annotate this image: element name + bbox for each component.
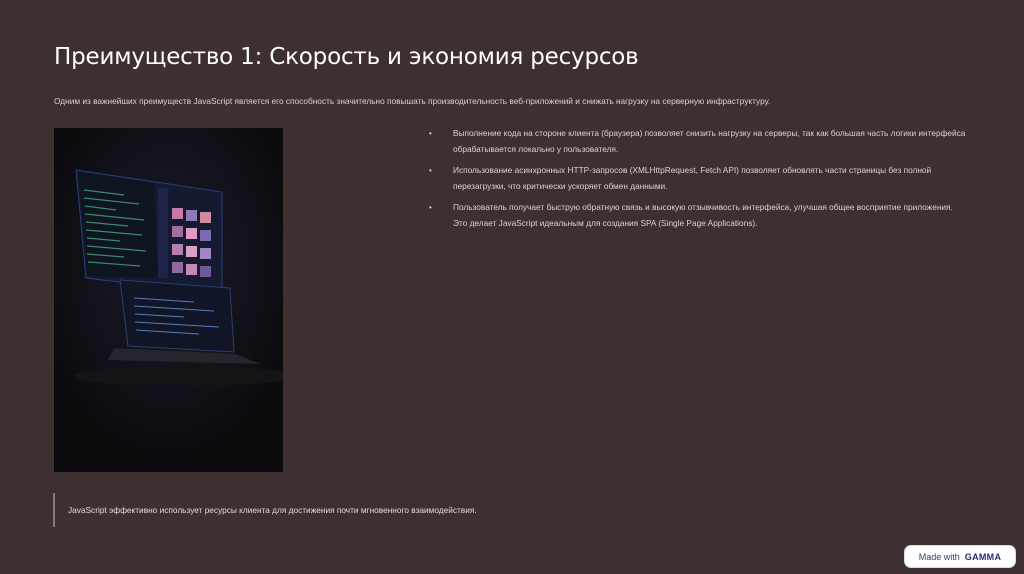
laptop-illustration xyxy=(54,128,283,472)
benefits-list xyxy=(428,126,968,237)
callout-quote xyxy=(53,493,477,527)
gamma-logo: GAMMA xyxy=(964,551,1002,562)
bullet-text: Выполнение кода на стороне клиента (браузера) позволяет снизить нагрузку на серверы, так как большая часть логики интерфейса обрабатывается локально у пользователя. xyxy=(453,128,966,154)
list-item xyxy=(428,200,968,231)
laptop-photo xyxy=(54,128,283,472)
slide-title: Преимущество 1: Скорость и экономия ресурсов xyxy=(54,44,639,70)
bullet-marker: • xyxy=(429,166,432,175)
callout-text: JavaScript эффективно использует ресурсы клиента для достижения почти мгновенного взаимодействия. xyxy=(68,505,477,515)
badge-prefix: Made with xyxy=(918,551,960,562)
bullet-marker: • xyxy=(429,129,432,138)
list-item xyxy=(428,126,968,157)
made-with-gamma-badge[interactable] xyxy=(905,546,1015,567)
bullet-marker: • xyxy=(429,203,432,212)
bullet-text: Использование асинхронных HTTP-запросов (XMLHttpRequest, Fetch API) позволяет обновлять части страницы без полной перезагрузки, что критически ускоряет обмен данными. xyxy=(453,165,932,191)
list-item xyxy=(428,163,968,194)
slide-intro: Одним из важнейших преимуществ JavaScript является его способность значительно повышать производительность веб-приложений и снижать нагрузку на серверную инфраструктуру. xyxy=(54,96,771,106)
bullet-text: Пользователь получает быструю обратную связь и высокую отзывчивость интерфейса, улучшая общее восприятие приложения. Это делает JavaScript идеальным для создания SPA (Single Page Applications). xyxy=(453,202,953,228)
